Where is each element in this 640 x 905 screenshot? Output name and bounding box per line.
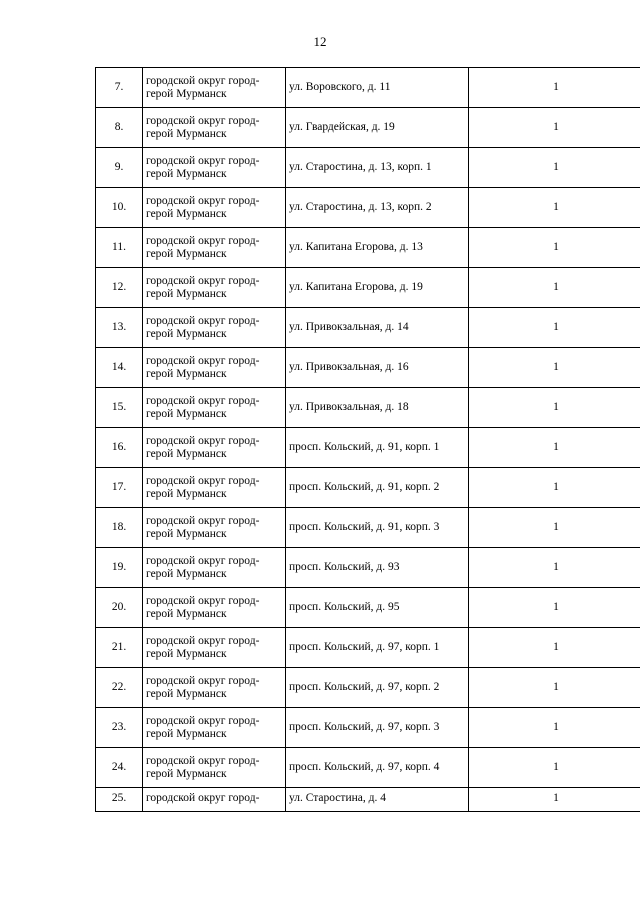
municipality-cell <box>143 748 286 788</box>
row-number-cell: 18. <box>96 508 143 548</box>
table-row <box>96 68 640 108</box>
municipality-line-1: городской округ город- <box>146 754 260 767</box>
table-row <box>96 668 640 708</box>
municipality-line-1: городской округ город- <box>146 314 260 327</box>
municipality-cell <box>143 148 286 188</box>
table-row <box>96 188 640 228</box>
municipality-cell <box>143 188 286 228</box>
municipality-cell <box>143 508 286 548</box>
table-row <box>96 308 640 348</box>
table-row <box>96 108 640 148</box>
table-row <box>96 628 640 668</box>
municipality-cell <box>143 308 286 348</box>
quantity-cell: 1 <box>469 148 640 188</box>
page-number: 12 <box>313 34 327 49</box>
quantity-cell: 1 <box>469 308 640 348</box>
municipality-line-2: герой Мурманск <box>146 447 227 460</box>
municipality-line-2: герой Мурманск <box>146 407 227 420</box>
quantity-cell: 1 <box>469 628 640 668</box>
table-row <box>96 428 640 468</box>
address-cell: просп. Кольский, д. 91, корп. 2 <box>286 468 469 508</box>
table-row <box>96 468 640 508</box>
municipality-cell <box>143 268 286 308</box>
municipality-cell <box>143 788 286 812</box>
municipality-line-1: городской округ город- <box>146 194 260 207</box>
row-number-cell: 22. <box>96 668 143 708</box>
municipality-line-2: герой Мурманск <box>146 607 227 620</box>
address-cell: просп. Кольский, д. 97, корп. 1 <box>286 628 469 668</box>
municipality-line-2: герой Мурманск <box>146 247 227 260</box>
table-row <box>96 388 640 428</box>
quantity-cell: 1 <box>469 388 640 428</box>
address-cell: просп. Кольский, д. 91, корп. 3 <box>286 508 469 548</box>
row-number-cell: 15. <box>96 388 143 428</box>
quantity-cell: 1 <box>469 348 640 388</box>
row-number-cell: 13. <box>96 308 143 348</box>
municipality-line-1: городской округ город- <box>146 394 260 407</box>
municipality-line-1: городской округ город- <box>146 714 260 727</box>
municipality-line-2: герой Мурманск <box>146 487 227 500</box>
municipality-line-1: городской округ город- <box>146 594 260 607</box>
address-cell: ул. Привокзальная, д. 14 <box>286 308 469 348</box>
municipality-cell <box>143 108 286 148</box>
quantity-cell: 1 <box>469 708 640 748</box>
address-cell: ул. Капитана Егорова, д. 13 <box>286 228 469 268</box>
municipality-line-1: городской округ город- <box>146 514 260 527</box>
row-number-cell: 14. <box>96 348 143 388</box>
quantity-cell: 1 <box>469 788 640 812</box>
quantity-cell: 1 <box>469 508 640 548</box>
row-number-cell: 25. <box>96 788 143 812</box>
municipality-cell <box>143 628 286 668</box>
municipality-line-2: герой Мурманск <box>146 367 227 380</box>
quantity-cell: 1 <box>469 108 640 148</box>
table-row <box>96 788 640 812</box>
address-cell: ул. Привокзальная, д. 18 <box>286 388 469 428</box>
table-row <box>96 348 640 388</box>
row-number-cell: 20. <box>96 588 143 628</box>
quantity-cell: 1 <box>469 468 640 508</box>
quantity-cell: 1 <box>469 428 640 468</box>
address-cell: ул. Старостина, д. 4 <box>286 788 469 812</box>
address-cell: просп. Кольский, д. 91, корп. 1 <box>286 428 469 468</box>
municipality-cell <box>143 588 286 628</box>
table-row <box>96 508 640 548</box>
row-number-cell: 8. <box>96 108 143 148</box>
municipality-line-2: герой Мурманск <box>146 727 227 740</box>
municipality-cell <box>143 468 286 508</box>
quantity-cell: 1 <box>469 748 640 788</box>
address-cell: ул. Старостина, д. 13, корп. 2 <box>286 188 469 228</box>
address-cell: ул. Привокзальная, д. 16 <box>286 348 469 388</box>
municipality-line-2: герой Мурманск <box>146 327 227 340</box>
address-cell: просп. Кольский, д. 97, корп. 2 <box>286 668 469 708</box>
municipality-line-2: герой Мурманск <box>146 687 227 700</box>
municipality-line-2: герой Мурманск <box>146 567 227 580</box>
row-number-cell: 21. <box>96 628 143 668</box>
municipality-line-1: городской округ город- <box>146 74 260 87</box>
municipality-line-2: герой Мурманск <box>146 167 227 180</box>
row-number-cell: 7. <box>96 68 143 108</box>
municipality-line-1: городской округ город- <box>146 354 260 367</box>
municipality-line-2: герой Мурманск <box>146 207 227 220</box>
quantity-cell: 1 <box>469 268 640 308</box>
municipality-cell <box>143 428 286 468</box>
registry-table <box>95 67 640 812</box>
address-cell: просп. Кольский, д. 97, корп. 4 <box>286 748 469 788</box>
municipality-line-1: городской округ город- <box>146 114 260 127</box>
municipality-cell <box>143 548 286 588</box>
address-cell: ул. Капитана Егорова, д. 19 <box>286 268 469 308</box>
municipality-line-1: городской округ город- <box>146 674 260 687</box>
address-cell: ул. Гвардейская, д. 19 <box>286 108 469 148</box>
table-row <box>96 268 640 308</box>
municipality-line-1: городской округ город- <box>146 434 260 447</box>
address-cell: ул. Воровского, д. 11 <box>286 68 469 108</box>
quantity-cell: 1 <box>469 228 640 268</box>
row-number-cell: 16. <box>96 428 143 468</box>
municipality-line-1: городской округ город- <box>146 792 260 804</box>
registry-table-body <box>96 68 640 812</box>
municipality-line-1: городской округ город- <box>146 634 260 647</box>
table-row <box>96 228 640 268</box>
municipality-line-1: городской округ город- <box>146 474 260 487</box>
municipality-cell <box>143 668 286 708</box>
municipality-line-1: городской округ город- <box>146 554 260 567</box>
municipality-cell <box>143 388 286 428</box>
quantity-cell: 1 <box>469 548 640 588</box>
municipality-cell <box>143 708 286 748</box>
municipality-line-2: герой Мурманск <box>146 287 227 300</box>
municipality-line-2: герой Мурманск <box>146 127 227 140</box>
quantity-cell: 1 <box>469 668 640 708</box>
table-row <box>96 588 640 628</box>
quantity-cell: 1 <box>469 188 640 228</box>
municipality-line-2: герой Мурманск <box>146 647 227 660</box>
quantity-cell: 1 <box>469 68 640 108</box>
row-number-cell: 11. <box>96 228 143 268</box>
row-number-cell: 24. <box>96 748 143 788</box>
municipality-cell <box>143 68 286 108</box>
municipality-line-1: городской округ город- <box>146 274 260 287</box>
row-number-cell: 10. <box>96 188 143 228</box>
table-row <box>96 548 640 588</box>
municipality-line-1: городской округ город- <box>146 154 260 167</box>
address-cell: просп. Кольский, д. 95 <box>286 588 469 628</box>
municipality-line-2: герой Мурманск <box>146 767 227 780</box>
row-number-cell: 9. <box>96 148 143 188</box>
table-row <box>96 708 640 748</box>
row-number-cell: 23. <box>96 708 143 748</box>
municipality-line-1: городской округ город- <box>146 234 260 247</box>
address-cell: просп. Кольский, д. 97, корп. 3 <box>286 708 469 748</box>
table-row <box>96 148 640 188</box>
quantity-cell: 1 <box>469 588 640 628</box>
municipality-cell <box>143 228 286 268</box>
row-number-cell: 17. <box>96 468 143 508</box>
municipality-line-2: герой Мурманск <box>146 527 227 540</box>
municipality-cell <box>143 348 286 388</box>
address-cell: просп. Кольский, д. 93 <box>286 548 469 588</box>
row-number-cell: 12. <box>96 268 143 308</box>
municipality-line-2: герой Мурманск <box>146 87 227 100</box>
row-number-cell: 19. <box>96 548 143 588</box>
address-cell: ул. Старостина, д. 13, корп. 1 <box>286 148 469 188</box>
table-row <box>96 748 640 788</box>
